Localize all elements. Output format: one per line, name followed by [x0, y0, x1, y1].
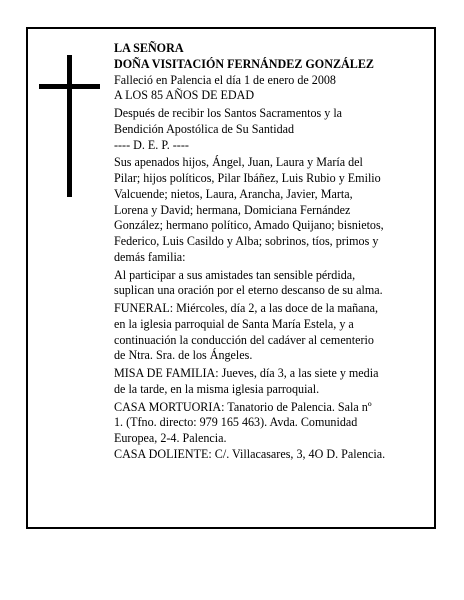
prayer-line: suplican una oración por el eterno descanso de su alma.	[114, 283, 383, 298]
deceased-name: DOÑA VISITACIÓN FERNÁNDEZ GONZÁLEZ	[114, 56, 374, 71]
family-line: demás familia:	[114, 249, 186, 264]
sacraments-line: Bendición Apostólica de Su Santidad	[114, 121, 295, 136]
cross-vertical-bar	[67, 55, 72, 197]
death-date-line: Falleció en Palencia el día 1 de enero de 2008	[114, 72, 336, 87]
family-mass-line: MISA DE FAMILIA: Jueves, día 3, a las siete y media	[114, 366, 379, 380]
prayer-line: Al participar a sus amistades tan sensible pérdida,	[114, 267, 356, 282]
sacraments-line: Después de recibir los Santos Sacramentos y la	[114, 106, 343, 120]
family-line: Valcuende; nietos, Laura, Arancha, Javier, Marta,	[114, 186, 353, 201]
funeral-line: de Ntra. Sra. de los Ángeles.	[114, 348, 253, 363]
obituary-text	[114, 41, 434, 463]
cross-horizontal-bar	[39, 84, 100, 89]
family-line: Sus apenados hijos, Ángel, Juan, Laura y María del	[114, 155, 363, 170]
funeral-line: FUNERAL: Miércoles, día 2, a las doce de la mañana,	[114, 301, 378, 315]
family-line: González; hermano político, Amado Quijano; bisnietos,	[114, 218, 384, 233]
mourning-home-line: CASA DOLIENTE: C/. Villacasares, 3, 4O D. Palencia.	[114, 446, 386, 461]
mortuary-line: CASA MORTUORIA: Tanatorio de Palencia. Sala nº	[114, 399, 372, 414]
family-mass-line: de la tarde, en la misma iglesia parroquial.	[114, 381, 320, 396]
rip-line: ---- D. E. P. ----	[114, 137, 189, 152]
family-line: Federico, Luis Casildo y Alba; sobrinos, tíos, primos y	[114, 234, 379, 248]
family-line: Pilar; hijos políticos, Pilar Ibáñez, Luis Rubio y Emilio	[114, 171, 381, 185]
funeral-line: en la iglesia parroquial de Santa María Estela, y a	[114, 316, 354, 331]
funeral-line: continuación la conducción del cadáver al cementerio	[114, 332, 374, 347]
family-line: Lorena y David; hermana, Domiciana Fernández	[114, 202, 351, 217]
mortuary-line: Europea, 2-4. Palencia.	[114, 431, 227, 445]
age-line: A LOS 85 AÑOS DE EDAD	[114, 88, 255, 103]
obituary-card	[26, 27, 436, 529]
heading-line: LA SEÑORA	[114, 41, 184, 55]
mortuary-line: 1. (Tfno. directo: 979 165 463). Avda. Comunidad	[114, 415, 358, 430]
